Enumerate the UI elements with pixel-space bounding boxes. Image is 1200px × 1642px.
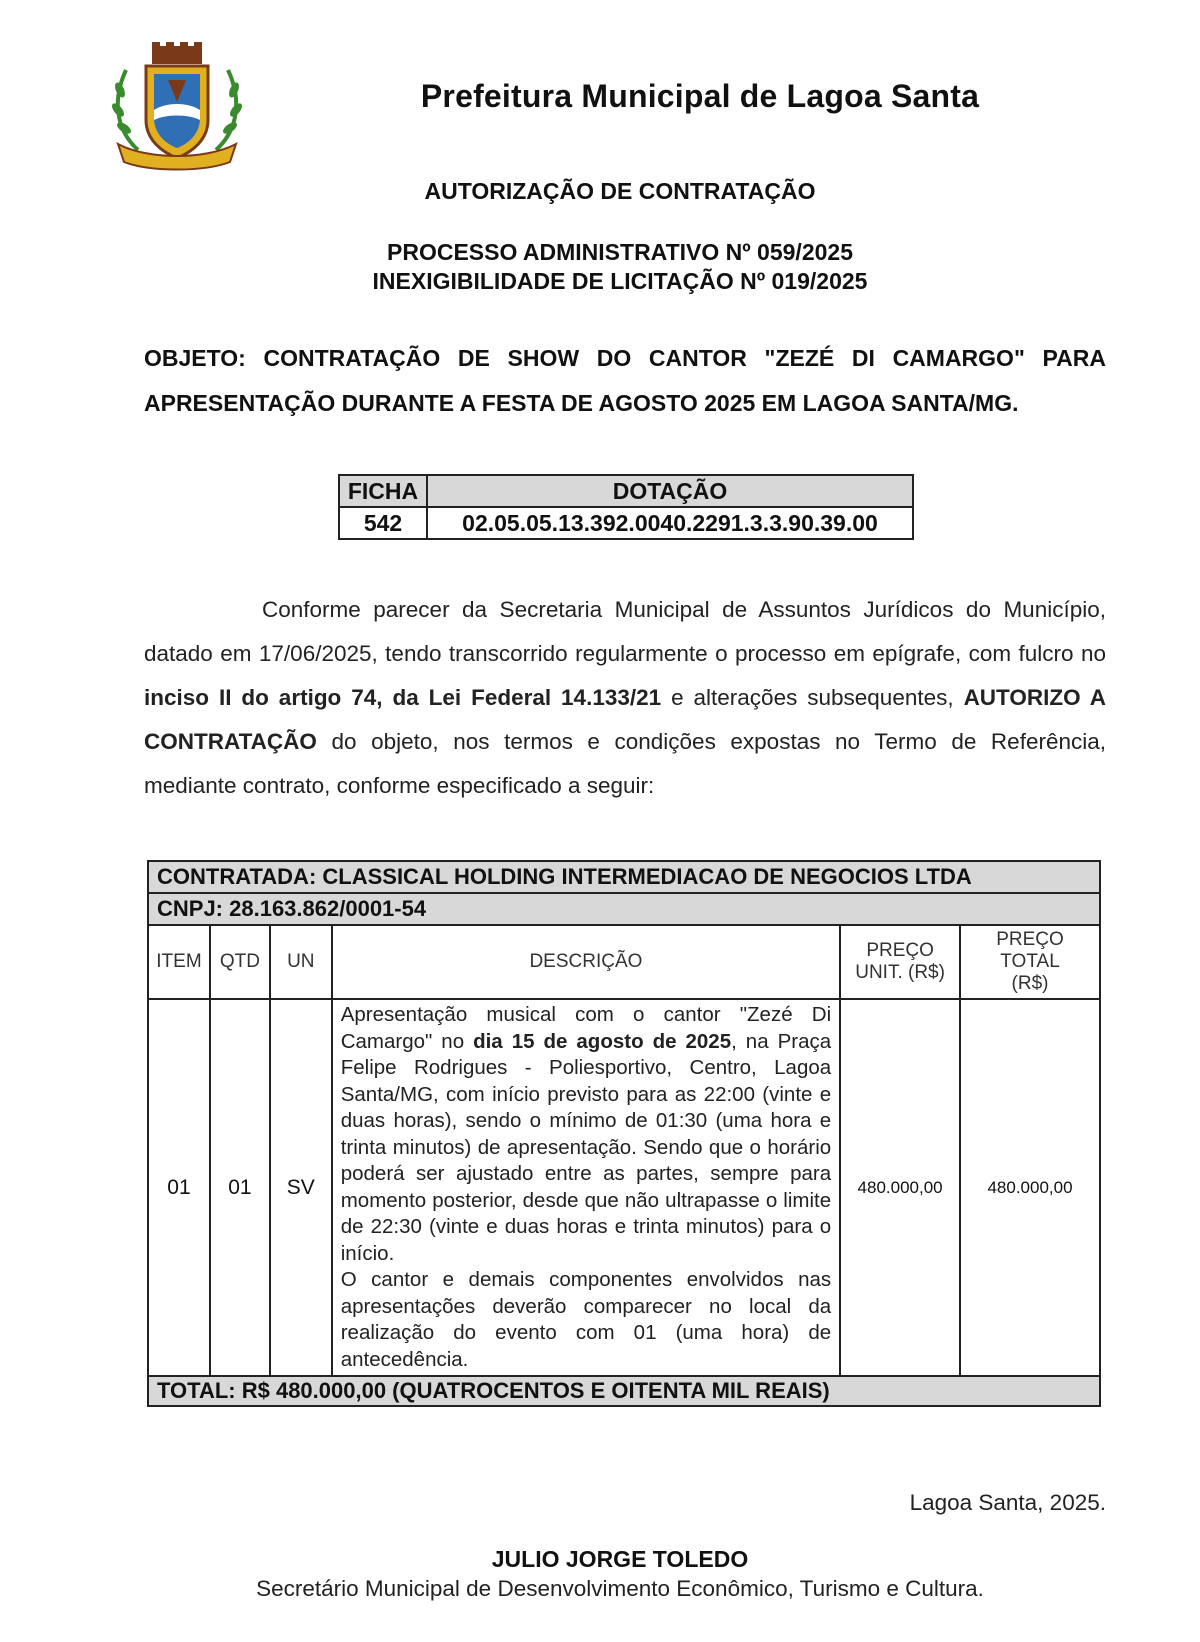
total-row: TOTAL: R$ 480.000,00 (QUATROCENTOS E OITENTA MIL REAIS) bbox=[148, 1376, 1100, 1406]
table-row bbox=[148, 999, 1100, 1376]
signer-name: JULIO JORGE TOLEDO bbox=[491, 1546, 749, 1572]
header-title: Prefeitura Municipal de Lagoa Santa bbox=[420, 78, 980, 114]
un-header: UN bbox=[270, 925, 332, 999]
un-cell: SV bbox=[270, 999, 332, 1376]
authorization-paragraph bbox=[144, 588, 1106, 808]
municipal-crest-icon bbox=[108, 40, 246, 172]
body-text-3: do objeto, nos termos e condições expostas no Termo de Referência, mediante contrato, conforme especificado a seguir: bbox=[144, 729, 1106, 798]
dotacao-value: 02.05.05.13.392.0040.2291.3.3.90.39.00 bbox=[427, 507, 913, 539]
process-info bbox=[140, 238, 1100, 296]
objeto-paragraph: OBJETO: CONTRATAÇÃO DE SHOW DO CANTOR "ZEZÉ DI CAMARGO" PARA APRESENTAÇÃO DURANTE A FESTA DE AGOSTO 2025 EM LAGOA SANTA/MG. bbox=[144, 345, 1106, 416]
item-cell: 01 bbox=[148, 999, 210, 1376]
descricao-header: DESCRIÇÃO bbox=[332, 925, 840, 999]
dotacao-header: DOTAÇÃO bbox=[427, 475, 913, 507]
desc-text-b: , na Praça Felipe Rodrigues - Poliesportivo, Centro, Lagoa Santa/MG, com início previsto para as 22:00 (vinte e duas horas), sendo o mínimo de 01:30 (uma hora e trinta minutos) de apresentação. Sendo que o horário poderá ser ajustado entre as partes, sempre para momento posterior, desde que não ultrapasse o limite de 22:30 (vinte e duas horas e trinta minutos) para o início. bbox=[340, 1029, 832, 1265]
body-authorization: AUTORIZO A CONTRATAÇÃO bbox=[144, 685, 1106, 754]
signer-role: Secretário Municipal de Desenvolvimento Econômico, Turismo e Cultura. bbox=[256, 1576, 984, 1601]
ficha-value: 542 bbox=[339, 507, 427, 539]
processo-administrativo: PROCESSO ADMINISTRATIVO Nº 059/2025 bbox=[387, 239, 853, 265]
contract-table bbox=[147, 860, 1101, 1407]
ficha-header: FICHA bbox=[339, 475, 427, 507]
desc-text-c: O cantor e demais componentes envolvidos nas apresentações deverão comparecer no local da realização do evento com 01 (uma hora) de antecedência. bbox=[340, 1268, 832, 1371]
descricao-cell bbox=[332, 999, 840, 1376]
item-header: ITEM bbox=[148, 925, 210, 999]
body-legal-basis: inciso II do artigo 74, da Lei Federal 14.133/21 bbox=[144, 685, 662, 710]
preco-unit-cell: 480.000,00 bbox=[840, 999, 960, 1376]
qtd-header: QTD bbox=[210, 925, 270, 999]
body-text-2: e alterações subsequentes, bbox=[661, 685, 964, 710]
preco-unit-header: PREÇO UNIT. (R$) bbox=[840, 925, 960, 999]
preco-total-header: PREÇO TOTAL (R$) bbox=[960, 925, 1100, 999]
cnpj-row: CNPJ: 28.163.862/0001-54 bbox=[148, 893, 1100, 925]
contratada-row: CONTRATADA: CLASSICAL HOLDING INTERMEDIACAO DE NEGOCIOS LTDA bbox=[148, 861, 1100, 893]
place-date: Lagoa Santa, 2025. bbox=[909, 1490, 1106, 1515]
preco-total-cell: 480.000,00 bbox=[960, 999, 1100, 1376]
ficha-dotacao-table bbox=[338, 474, 914, 540]
desc-date: dia 15 de agosto de 2025 bbox=[473, 1029, 732, 1053]
qtd-cell: 01 bbox=[210, 999, 270, 1376]
desc-text-a: Apresentação musical com o cantor "Zezé Di Camargo" no bbox=[340, 1003, 832, 1053]
body-text-1: Conforme parecer da Secretaria Municipal de Assuntos Jurídicos do Município, datado em 17/06/2025, tendo transcorrido regularmente o processo em epígrafe, com fulcro no bbox=[144, 597, 1106, 666]
document-title: AUTORIZAÇÃO DE CONTRATAÇÃO bbox=[424, 178, 816, 204]
inexigibilidade-licitacao: INEXIGIBILIDADE DE LICITAÇÃO Nº 019/2025 bbox=[372, 268, 868, 294]
